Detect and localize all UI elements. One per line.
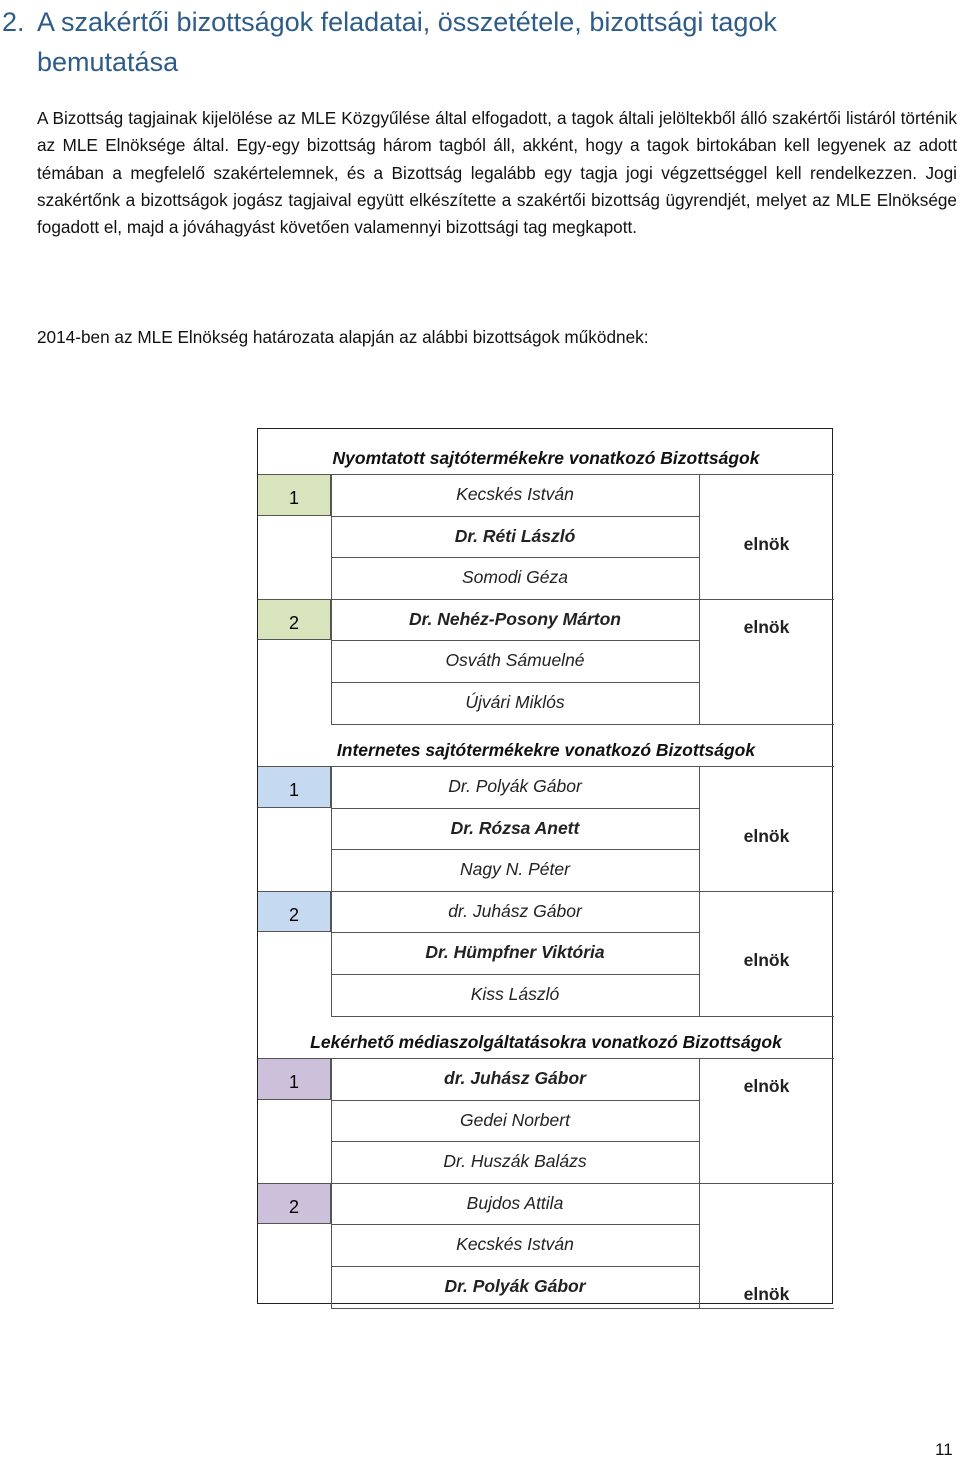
committee-member: Dr. Réti László [454,525,576,546]
committee-table [257,428,833,1304]
committee-member: Nagy N. Péter [460,859,570,880]
committee-divider [699,1308,834,1309]
row-divider [331,724,699,725]
chair-role-label: elnök [743,1076,790,1096]
column-divider-right [699,1058,700,1308]
committee-member: Kiss László [470,984,560,1004]
committee-section-title: Nyomtatott sajtótermékekre vonatkozó Bizottságok [332,448,760,468]
committee-member: Dr. Hümpfner Viktória [425,942,605,963]
chair-role-label: elnök [743,950,790,971]
committee-member: dr. Juhász Gábor [444,1068,586,1088]
chair-role-label: elnök [743,1284,790,1304]
committee-divider [699,1016,834,1017]
committee-section-title: Internetes sajtótermékekre vonatkozó Bizottságok [336,740,756,760]
committee-member: Somodi Géza [461,567,569,588]
committee-member: Bujdos Attila [466,1192,564,1213]
committee-number: 2 [258,1183,331,1225]
committee-member: Újvári Miklós [465,692,565,712]
committee-member: Kecskés István [456,484,574,504]
committee-divider [699,724,834,725]
committee-member: Dr. Rózsa Anett [450,817,580,838]
committee-member: Kecskés István [456,1234,574,1255]
chair-role-label: elnök [743,533,790,554]
committee-member: Dr. Nehéz-Posony Márton [409,608,621,629]
committee-number: 1 [258,1058,331,1100]
committee-number: 2 [258,599,331,641]
committees-intro-paragraph: 2014-ben az MLE Elnökség határozata alapján az alábbi bizottságok működnek: [37,327,649,347]
committee-member: Dr. Polyák Gábor [448,776,582,796]
chair-role-label: elnök [743,616,790,637]
committee-divider [699,891,834,892]
committee-member: Dr. Huszák Balázs [443,1151,587,1172]
page-number: 11 [935,1440,953,1459]
committee-number: 1 [258,766,331,808]
column-divider-left [331,766,332,1016]
committee-divider [699,1183,834,1184]
committee-number: 2 [258,891,331,933]
column-divider-left [331,1058,332,1308]
committee-divider [699,599,834,600]
row-divider [331,1308,699,1309]
committee-section-title: Lekérhető médiaszolgáltatásokra vonatkozó Bizottságok [310,1032,782,1052]
column-divider-left [331,474,332,724]
committee-member: Osváth Sámuelné [445,650,585,671]
column-divider-right [699,766,700,1016]
section-title: A szakértői bizottságok feladatai, összetétele, bizottsági tagok bemutatása [37,7,777,77]
intro-paragraph: A Bizottság tagjainak kijelölése az MLE Közgyűlése által elfogadott, a tagok általi jelöltekből álló szakértői listáról történik az MLE Elnöksége által. Egy-egy bizottság három tagból áll, akként, hogy a tagok birtokában kell legyenek az adott témában a megfelelő szakértelemnek, és a Bizottság legalább egy tagja jogi végzettséggel kell rendelkezzen. Jogi szakértőnk a bizottságok jogász tagjaival együtt elkészítette a szakértői bizottság ügyrendjét, melyet az MLE Elnöksége fogadott el, majd a jóváhagyást követően valamennyi bizottsági tag megkapott. [37,108,957,238]
committee-member: Dr. Polyák Gábor [444,1276,586,1296]
committee-member: dr. Juhász Gábor [448,900,582,921]
section-number: 2. [2,7,25,37]
row-divider [331,1016,699,1017]
committee-number: 1 [258,474,331,516]
column-divider-right [699,474,700,724]
committee-member: Gedei Norbert [460,1109,570,1130]
chair-role-label: elnök [743,825,790,846]
